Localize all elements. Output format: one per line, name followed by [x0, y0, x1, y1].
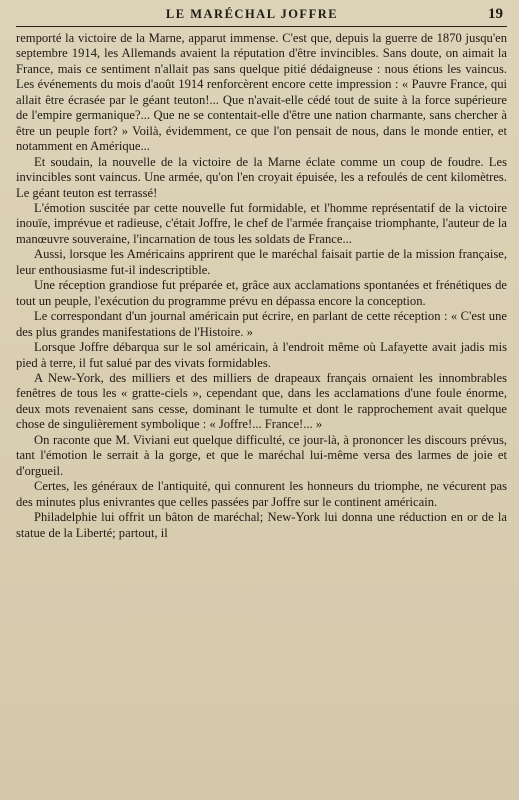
paragraph: L'émotion suscitée par cette nouvelle fut formidable, et l'homme représentatif de la victoire inouïe, imprévue et radieuse, c'était Joffre, le chef de l'armée française triomphante, l'auteur de la manœuvre souveraine, l'incarnation de tous les soldats de France...	[16, 200, 507, 246]
page-number: 19	[488, 6, 503, 22]
paragraph: Et soudain, la nouvelle de la victoire de la Marne éclate comme un coup de foudre. Les invincibles sont vaincus. Une armée, qu'on l'en croyait épuisée, les a refoulés de cent kilomètres. Le géant teuton est terrassé!	[16, 154, 507, 200]
paragraph: Aussi, lorsque les Américains apprirent que le maréchal faisait partie de la mission française, leur enthousiasme fut-il indescriptible.	[16, 247, 507, 277]
paragraph: On raconte que M. Viviani eut quelque difficulté, ce jour-là, à prononcer les discours prévus, tant l'émotion le serrait à la gorge, et que le maréchal lui-même versa des larmes de joie et d'orgueil.	[16, 432, 507, 478]
paragraph: Lorsque Joffre débarqua sur le sol américain, à l'endroit même où Lafayette avait jadis mis pied à terre, il fut salué par des vivats formidables.	[16, 340, 507, 370]
paragraph: Une réception grandiose fut préparée et, grâce aux acclamations spontanées et frénétiques de tout un peuple, l'exécution du programme prévu en dépassa encore la conception.	[16, 278, 507, 308]
body-text	[16, 31, 507, 541]
paragraph: Philadelphie lui offrit un bâton de maréchal; New-York lui donna une réduction en or de la statue de la Liberté; partout, il	[16, 510, 507, 540]
paragraph: Certes, les généraux de l'antiquité, qui connurent les honneurs du triomphe, ne vécurent pas des minutes plus enivrantes que celles passées par Joffre sur le continent américain.	[16, 479, 507, 509]
paragraph: Le correspondant d'un journal américain put écrire, en parlant de cette réception : « C'est une des plus grandes manifestations de l'Histoire. »	[16, 309, 507, 339]
page-header	[16, 6, 507, 27]
running-title: LE MARÉCHAL JOFFRE	[165, 7, 339, 21]
paragraph: A New-York, des milliers et des milliers de drapeaux français ornaient les innombrables fenêtres de tous les « gratte-ciels », cependant que, dans les acclamations d'une foule énorme, deux mots revenaient sans cesse, dominant le tumulte et dont le rapprochement avait quelque chose de singulièrement symbolique : « Joffre!... France!... »	[16, 370, 507, 432]
paragraph: remporté la victoire de la Marne, apparut immense. C'est que, depuis la guerre de 1870 jusqu'en septembre 1914, les Allemands avaient la réputation d'être invincibles. Sans doute, on aimait la France, mais ce sentiment n'allait pas sans quelque pitié dédaigneuse : nous étions les vaincus. Les événements du mois d'août 1914 renforcèrent encore cette impression : « Pauvre France, qui allait être écrasée par le géant teuton!... Que n'avait-elle cédé tout de suite à la force supérieure de l'empire germanique?... Que ne se contentait-elle d'être une nation charmante, sans chercher à être un peuple fort? » Voilà, évidemment, ce que l'on pensait de nous, dans le monde entier, et notamment en Amérique...	[16, 31, 507, 154]
